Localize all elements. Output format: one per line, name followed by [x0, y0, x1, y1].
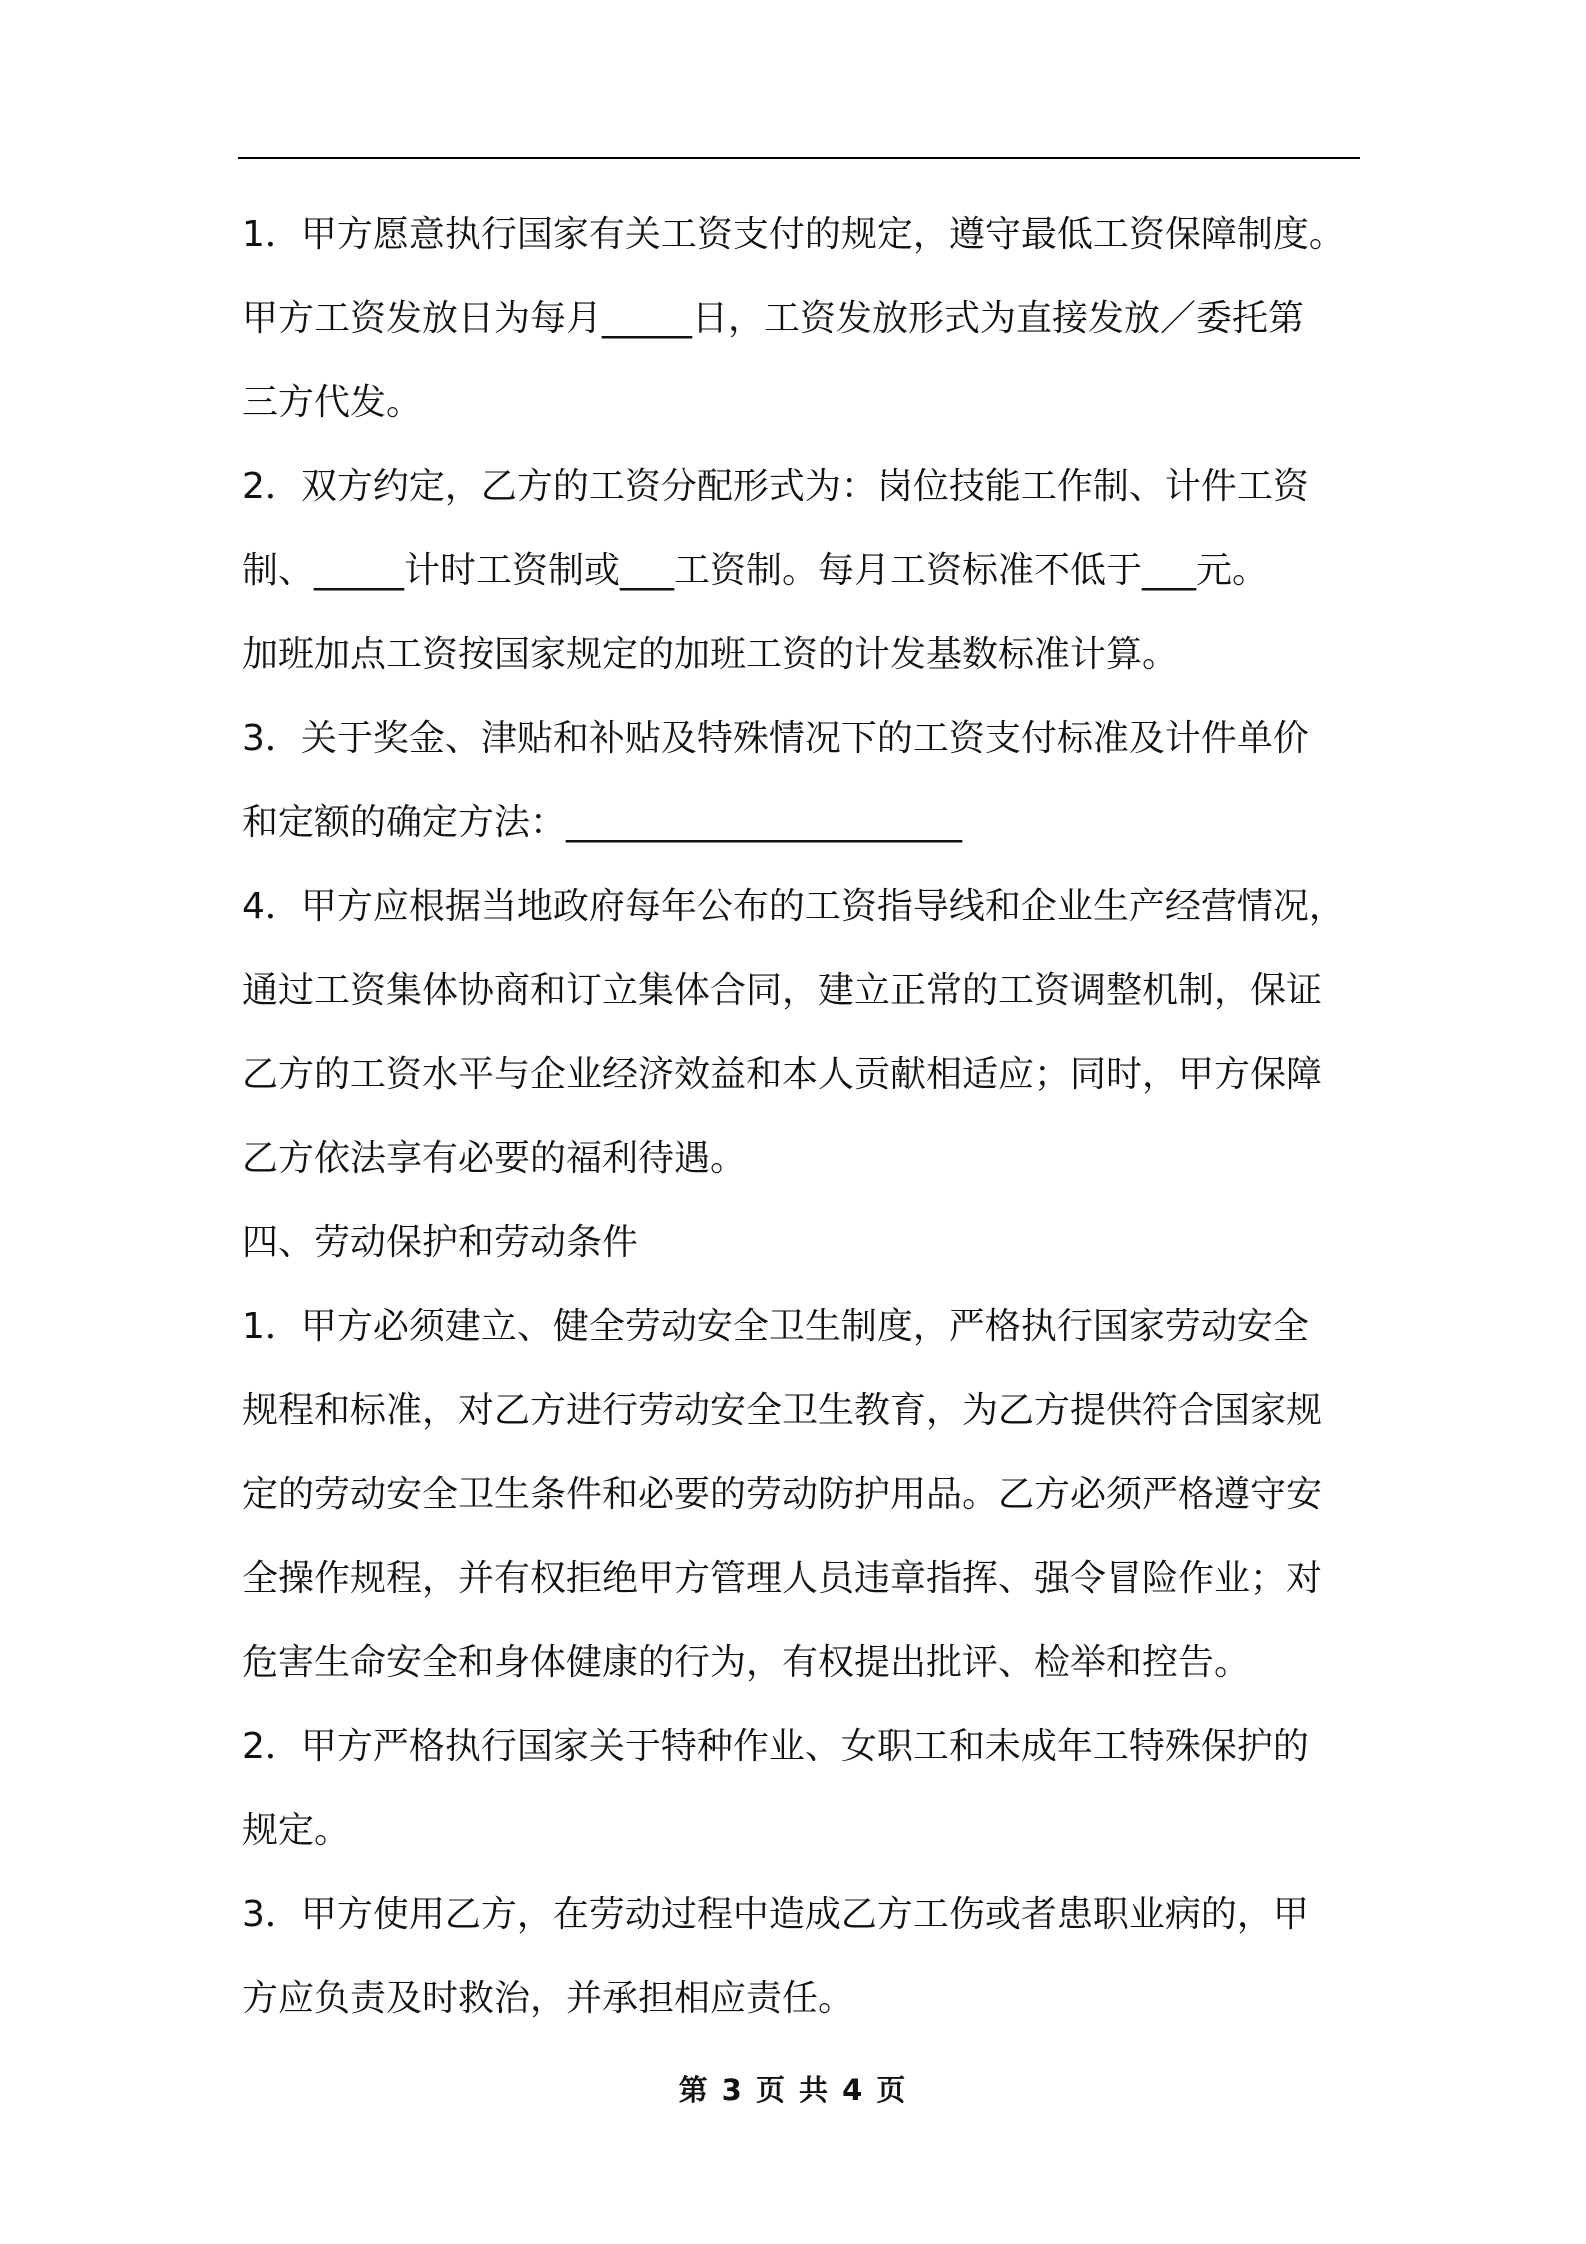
text-line: 和定额的确定方法：______________________	[242, 802, 963, 843]
text-line: 乙方的工资水平与企业经济效益和本人贡献相适应；同时，甲方保障	[242, 1054, 1323, 1095]
text-line: 通过工资集体协商和订立集体合同，建立正常的工资调整机制，保证	[242, 970, 1323, 1011]
text-line: 乙方依法享有必要的福利待遇。	[242, 1138, 747, 1179]
document-body	[242, 193, 1367, 2041]
text-line: 规定。	[242, 1810, 351, 1851]
text-line: 三方代发。	[242, 382, 423, 423]
text-line: 规程和标准，对乙方进行劳动安全卫生教育，为乙方提供符合国家规	[242, 1390, 1323, 1431]
text-line: 4．甲方应根据当地政府每年公布的工资指导线和企业生产经营情况，	[242, 886, 1345, 927]
text-line: 加班加点工资按国家规定的加班工资的计发基数标准计算。	[242, 634, 1179, 675]
text-line: 2．双方约定，乙方的工资分配形式为：岗位技能工作制、计件工资	[242, 466, 1309, 507]
text-line: 全操作规程，并有权拒绝甲方管理人员违章指挥、强令冒险作业；对	[242, 1558, 1323, 1599]
text-line: 甲方工资发放日为每月_____日，工资发放形式为直接发放／委托第	[242, 298, 1305, 339]
text-line: 定的劳动安全卫生条件和必要的劳动防护用品。乙方必须严格遵守安	[242, 1474, 1323, 1515]
text-line: 2．甲方严格执行国家关于特种作业、女职工和未成年工特殊保护的	[242, 1726, 1309, 1767]
text-line: 危害生命安全和身体健康的行为，有权提出批评、检举和控告。	[242, 1642, 1251, 1683]
page-number: 第 3 页 共 4 页	[678, 2073, 908, 2107]
text-line: 方应负责及时救治，并承担相应责任。	[242, 1978, 855, 2019]
section-heading: 四、劳动保护和劳动条件	[242, 1222, 639, 1263]
header-rule	[238, 157, 1360, 159]
text-line: 3．关于奖金、津贴和补贴及特殊情况下的工资支付标准及计件单价	[242, 718, 1309, 759]
text-line: 1．甲方必须建立、健全劳动安全卫生制度，严格执行国家劳动安全	[242, 1306, 1309, 1347]
text-line: 1．甲方愿意执行国家有关工资支付的规定，遵守最低工资保障制度。	[242, 214, 1345, 255]
text-line: 制、_____计时工资制或___工资制。每月工资标准不低于___元。	[242, 550, 1269, 591]
text-line: 3．甲方使用乙方，在劳动过程中造成乙方工伤或者患职业病的，甲	[242, 1894, 1309, 1935]
